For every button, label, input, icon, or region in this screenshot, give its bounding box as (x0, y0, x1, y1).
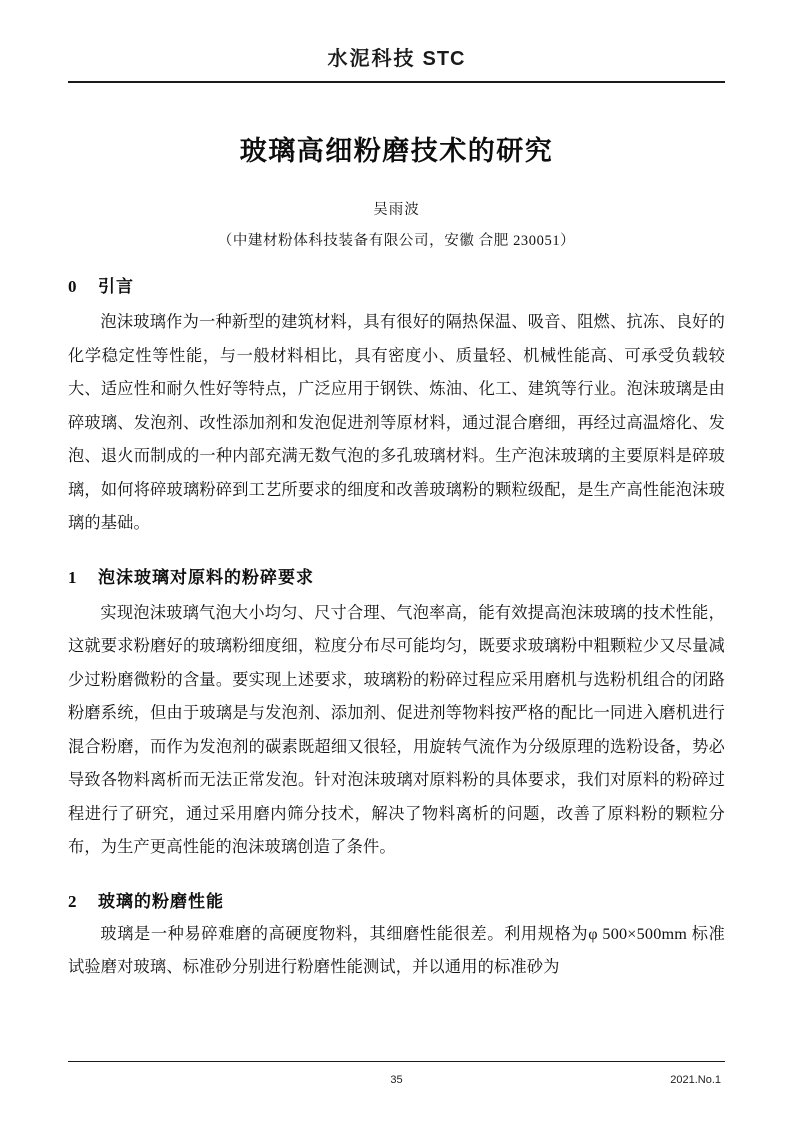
author-affiliation: （中建材粉体科技装备有限公司，安徽 合肥 230051） (217, 233, 576, 249)
paragraph: 玻璃是一种易碎难磨的高硬度物料，其细磨性能很差。利用规格为φ 500×500mm 标准试验磨对玻璃、标准砂分别进行粉磨性能测试，并以通用的标准砂为 (68, 924, 725, 976)
author-list: 吴雨波 (373, 202, 420, 218)
section-title-1: 泡沫玻璃对原料的粉碎要求 (98, 567, 314, 587)
section-number-1: 1 (68, 567, 78, 587)
section-number-2: 2 (68, 891, 78, 911)
journal-title (68, 42, 725, 71)
page-title: 玻璃高细粉磨技术的研究 (239, 136, 554, 166)
paragraph: 泡沫玻璃作为一种新型的建筑材料，具有很好的隔热保温、吸音、阻燃、抗冻、良好的化学稳定性等性能，与一般材料相比，具有密度小、质量轻、机械性能高、可承受负载较大、适应性和耐久性好等特点，广泛应用于钢铁、炼油、化工、建筑等行业。泡沫玻璃是由碎玻璃、发泡剂、改性添加剂和发泡促进剂等原材料，通过混合磨细，再经过高温熔化、发泡、退火而制成的一种内部充满无数气泡的多孔玻璃材料。生产泡沫玻璃的主要原料是碎玻璃，如何将碎玻璃粉碎到工艺所要求的细度和改善玻璃粉的颗粒级配，是生产高性能泡沫玻璃的基础。 (68, 313, 725, 532)
paragraph: 实现泡沫玻璃气泡大小均匀、尺寸合理、气泡率高，能有效提高泡沫玻璃的技术性能，这就要求粉磨好的玻璃粉细度细，粒度分布尽可能均匀，既要求玻璃粉中粗颗粒少又尽量减少过粉磨微粉的含量。要实现上述要求，玻璃粉的粉碎过程应采用磨机与选粉机组合的闭路粉磨系统，但由于玻璃是与发泡剂、添加剂、促进剂等物料按严格的配比一同进入磨机进行混合粉磨，而作为发泡剂的碳素既超细又很轻，用旋转气流作为分级原理的选粉设备，势必导致各物料离析而无法正常发泡。针对泡沫玻璃对原料粉的具体要求，我们对原料的粉碎过程进行了研究，通过采用磨内筛分技术，解决了物料离析的问题，改善了原料粉的颗粒分布，为生产更高性能的泡沫玻璃创造了条件。 (68, 603, 725, 856)
section-heading-1 (68, 563, 725, 588)
page-number: 35 (390, 1074, 403, 1086)
section-number-0: 0 (68, 277, 78, 296)
running-head (68, 42, 725, 83)
section-title-2: 玻璃的粉磨性能 (98, 891, 224, 911)
section-heading-2 (68, 887, 725, 912)
issue-label: 2021.No.1 (670, 1074, 721, 1086)
section-heading-0 (68, 272, 725, 297)
header-divider (68, 81, 725, 83)
footer-divider (68, 1061, 725, 1062)
journal-title-cn: 水泥科技 (327, 48, 416, 70)
section-title-0: 引言 (98, 277, 134, 296)
page-content (68, 0, 725, 1122)
journal-title-abbr: STC (422, 48, 466, 70)
